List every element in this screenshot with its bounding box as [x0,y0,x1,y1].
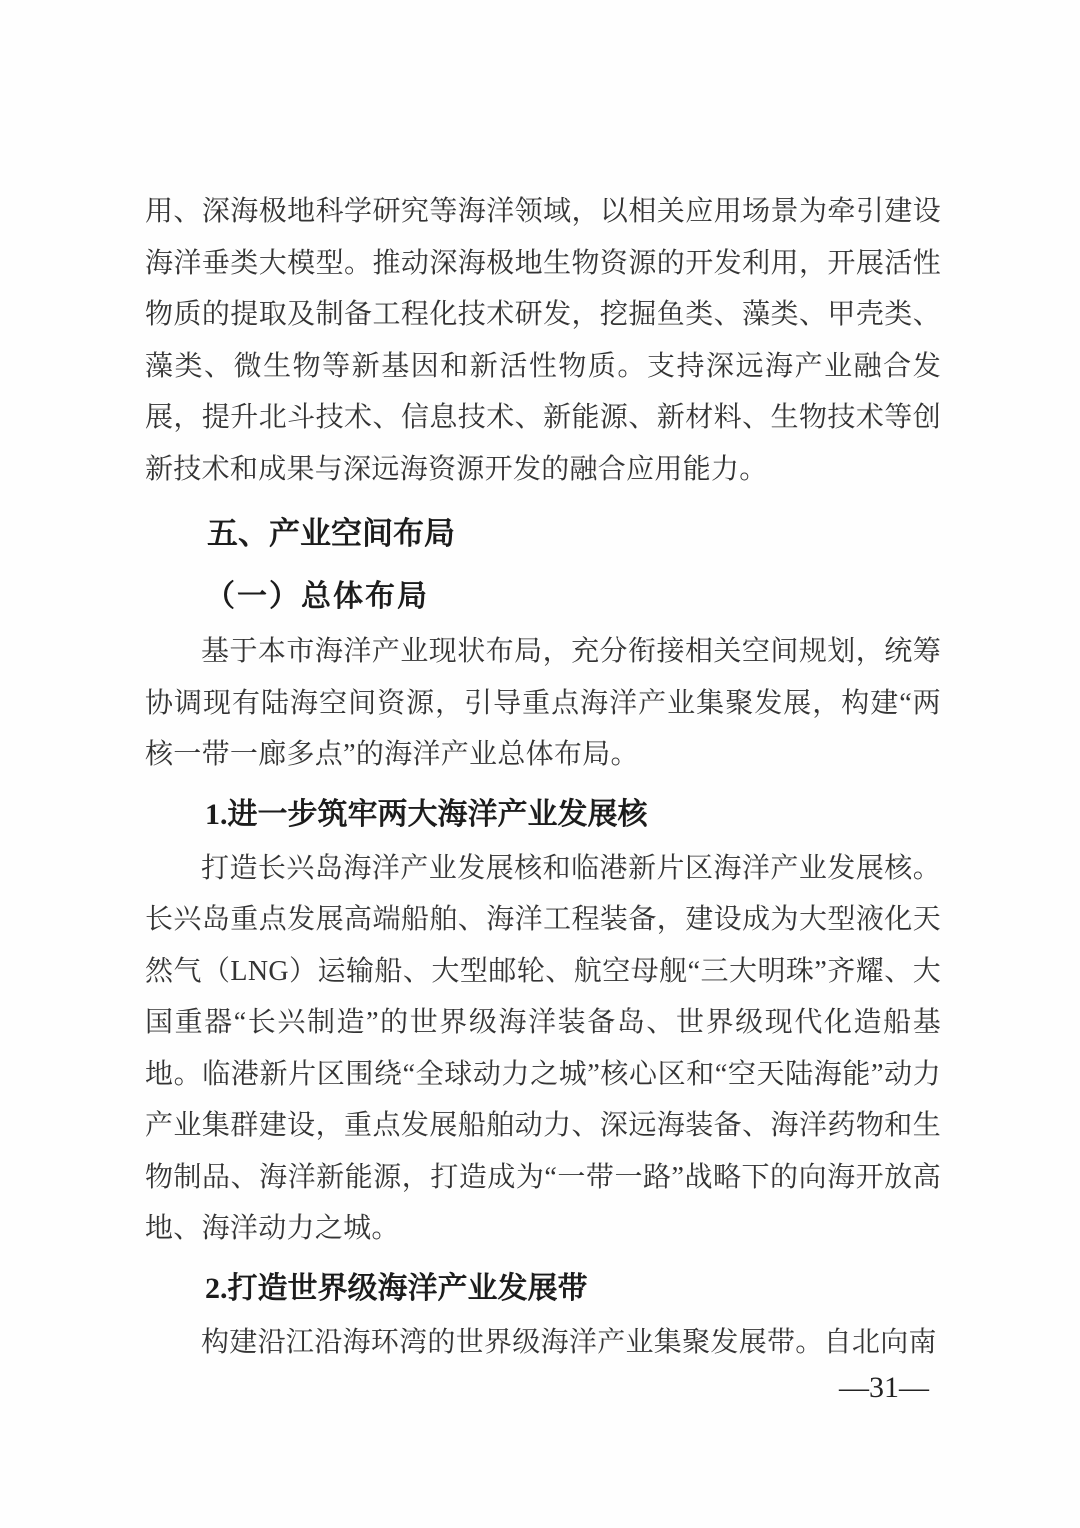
paragraph-world-class-development-belt: 构建沿江沿海环湾的世界级海洋产业集聚发展带。自北向南 [201,1326,937,1358]
page-number: —31— [839,1371,929,1404]
paragraph-continuation-deep-sea-tech: 用、深海极地科学研究等海洋领域，以相关应用场景为牵引建设海洋垂类大模型。推动深海极地生物资源的开发利用，开展活性物质的提取及制备工程化技术研发，挖掘鱼类、藻类、甲壳类、藻类、微生物等新基因和新活性物质。支持深远海产业融合发展，提升北斗技术、信息技术、新能源、新材料、生物技术等创新技术和成果与深远海资源开发的融合应用能力。 [145,196,941,485]
subsection-heading-overall-layout: （一）总体布局 [205,580,429,613]
numbered-heading-world-class-development-belt: 2.打造世界级海洋产业发展带 [205,1271,588,1305]
numbered-heading-two-development-cores: 1.进一步筑牢两大海洋产业发展核 [205,797,648,831]
section-heading-industry-spatial-layout: 五、产业空间布局 [207,516,455,551]
document-content [145,186,941,1368]
paragraph-overall-layout: 基于本市海洋产业现状布局，充分衔接相关空间规划，统筹协调现有陆海空间资源，引导重点海洋产业集聚发展，构建“两核一带一廊多点”的海洋产业总体布局。 [145,636,941,770]
paragraph-two-development-cores: 打造长兴岛海洋产业发展核和临港新片区海洋产业发展核。长兴岛重点发展高端船舶、海洋工程装备，建设成为大型液化天然气（LNG）运输船、大型邮轮、航空母舰“三大明珠”齐耀、大国重器“长兴制造”的世界级海洋装备岛、世界级现代化造船基地。临港新片区围绕“全球动力之城”核心区和“空天陆海能”动力产业集群建设，重点发展船舶动力、深远海装备、海洋药物和生物制品、海洋新能源，打造成为“一带一路”战略下的向海开放高地、海洋动力之城。 [145,852,941,1244]
